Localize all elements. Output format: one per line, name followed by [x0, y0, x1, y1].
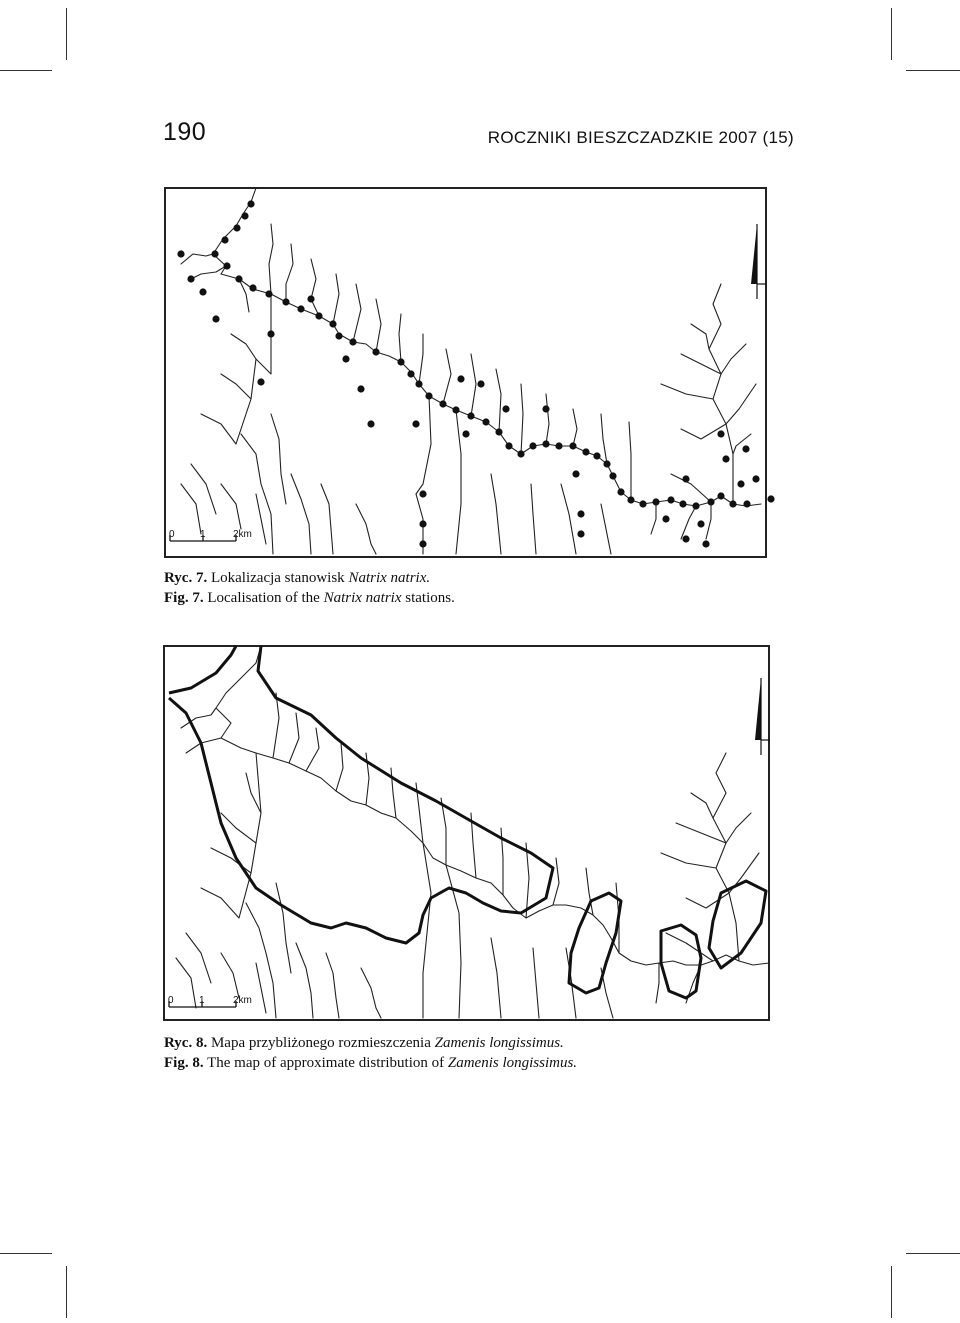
station-dot: [627, 496, 634, 503]
figure-7-caption-en: [164, 590, 455, 607]
station-dot: [742, 445, 749, 452]
crop-mark: [891, 8, 892, 60]
station-dot: [329, 320, 336, 327]
station-dot: [477, 380, 484, 387]
station-dot: [707, 498, 714, 505]
station-dot: [241, 212, 248, 219]
station-dot: [419, 540, 426, 547]
station-dot: [717, 430, 724, 437]
station-dot: [555, 442, 562, 449]
station-dot: [315, 312, 322, 319]
station-dot: [729, 500, 736, 507]
station-dot: [177, 250, 184, 257]
station-dot: [542, 440, 549, 447]
figure-8-caption-pl: [164, 1035, 564, 1052]
station-dot: [212, 315, 219, 322]
station-dot: [582, 448, 589, 455]
station-dot: [425, 392, 432, 399]
station-dot: [667, 496, 674, 503]
station-dot: [412, 420, 419, 427]
station-dot: [235, 275, 242, 282]
station-dot: [482, 418, 489, 425]
station-dot: [682, 535, 689, 542]
station-dot: [419, 520, 426, 527]
station-dot: [717, 492, 724, 499]
station-dot: [452, 406, 459, 413]
station-dot: [357, 385, 364, 392]
scale-label-2km: 2km: [233, 995, 252, 1006]
crop-mark: [891, 1266, 892, 1318]
station-dot: [743, 500, 750, 507]
caption-text: Lokalizacja stanowisk: [210, 570, 345, 586]
station-dot: [223, 262, 230, 269]
station-dot: [662, 515, 669, 522]
caption-species: Natrix natrix: [323, 590, 402, 606]
station-dot: [572, 470, 579, 477]
station-dot: [542, 405, 549, 412]
caption-species: Zamenis longissimus.: [447, 1055, 578, 1071]
station-dot: [569, 442, 576, 449]
crop-mark: [906, 70, 960, 71]
station-dot: [233, 224, 240, 231]
crop-mark: [66, 1266, 67, 1318]
station-dot: [679, 500, 686, 507]
scale-label-0: 0: [168, 995, 174, 1006]
crop-mark: [0, 70, 52, 71]
station-dot: [187, 275, 194, 282]
station-dot: [529, 442, 536, 449]
station-dot: [257, 378, 264, 385]
station-dot: [593, 452, 600, 459]
station-dot: [265, 290, 272, 297]
station-dot: [682, 475, 689, 482]
station-dot: [502, 405, 509, 412]
station-dot: [247, 200, 254, 207]
station-dot: [737, 480, 744, 487]
station-dot: [692, 502, 699, 509]
page-number: 190: [163, 118, 207, 146]
scale-label-1: 1: [199, 995, 205, 1006]
figure-7-map: [161, 184, 791, 562]
figure-8-map: [161, 643, 793, 1026]
station-dot: [652, 498, 659, 505]
station-dot: [349, 338, 356, 345]
station-dot: [577, 530, 584, 537]
caption-label: Ryc. 8.: [164, 1035, 208, 1051]
caption-text: The map of approximate distribution of: [207, 1055, 445, 1071]
station-dot: [609, 472, 616, 479]
station-dot: [505, 442, 512, 449]
station-dot: [462, 430, 469, 437]
station-dot: [577, 510, 584, 517]
station-dot: [407, 370, 414, 377]
station-dot: [297, 305, 304, 312]
station-dot: [697, 520, 704, 527]
scale-label-0: 0: [169, 529, 175, 540]
scale-label-1: 1: [200, 529, 206, 540]
caption-text: Mapa przybliżonego rozmieszczenia: [210, 1035, 431, 1051]
station-dot: [752, 475, 759, 482]
caption-label: Ryc. 7.: [164, 570, 208, 586]
figure-8-caption-en: [164, 1055, 577, 1072]
caption-label: Fig. 7.: [164, 590, 204, 606]
station-dot: [495, 428, 502, 435]
journal-title: ROCZNIKI BIESZCZADZKIE 2007 (15): [487, 128, 794, 147]
station-dot: [603, 460, 610, 467]
station-dot: [221, 236, 228, 243]
station-dot: [467, 412, 474, 419]
station-dot: [767, 495, 774, 502]
station-dot: [307, 295, 314, 302]
station-dot: [199, 288, 206, 295]
figure-7-caption-pl: [164, 570, 430, 587]
map-frame: [164, 646, 769, 1020]
station-dot: [517, 450, 524, 457]
station-dot: [342, 355, 349, 362]
crop-mark: [906, 1253, 960, 1254]
station-dot: [372, 348, 379, 355]
caption-label: Fig. 8.: [164, 1055, 204, 1071]
station-dot: [702, 540, 709, 547]
caption-text: Localisation of the: [207, 590, 320, 606]
station-dot: [267, 330, 274, 337]
station-dot: [282, 298, 289, 305]
station-dot: [457, 375, 464, 382]
station-dot: [397, 358, 404, 365]
station-dot: [415, 380, 422, 387]
station-dot: [419, 490, 426, 497]
crop-mark: [66, 8, 67, 60]
caption-species: Zamenis longissimus.: [434, 1035, 564, 1051]
crop-mark: [0, 1253, 52, 1254]
station-dot: [617, 488, 624, 495]
station-dot: [249, 284, 256, 291]
caption-species: Natrix natrix.: [348, 570, 431, 586]
station-dot: [211, 250, 218, 257]
station-dot: [335, 332, 342, 339]
scale-label-2km: 2km: [233, 529, 252, 540]
station-dot: [722, 455, 729, 462]
caption-text: stations.: [405, 590, 455, 606]
station-dot: [639, 500, 646, 507]
station-dot: [367, 420, 374, 427]
station-dot: [439, 400, 446, 407]
